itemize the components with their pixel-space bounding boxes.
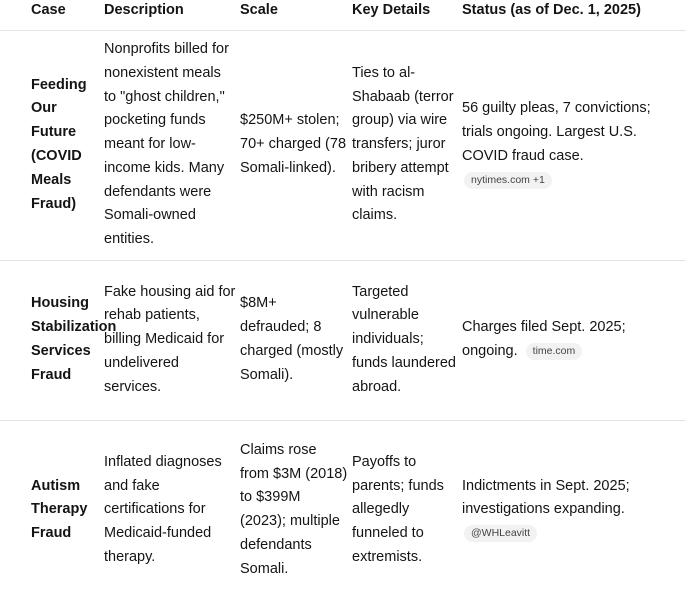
case-scale: $8M+ defrauded; 8 charged (mostly Somali). [240,295,344,383]
case-key-details: Ties to al-Shabaab (terror group) via wire transfers; juror bribery attempt with racism claims. [352,64,454,224]
case-name: Housing Stabilization Services Fraud [31,295,117,383]
table-header-row [0,0,686,30]
table-row [0,260,686,420]
case-scale: $250M+ stolen; 70+ charged (78 Somali-linked). [240,112,347,176]
header-status: Status (as of Dec. 1, 2025) [462,2,641,18]
header-case: Case [31,2,66,18]
case-status: Charges filed Sept. 2025; ongoing. [462,319,626,359]
case-key-details: Payoffs to parents; funds allegedly funneled to extremists. [352,453,444,565]
case-description: Inflated diagnoses and fake certifications for Medicaid-funded therapy. [104,453,222,565]
case-status-cell [462,30,686,260]
table-row [0,420,686,600]
case-key-details: Targeted vulnerable individuals; funds laundered abroad. [352,283,456,395]
case-status: 56 guilty pleas, 7 convictions; trials ongoing. Largest U.S. COVID fraud case. [462,100,651,164]
case-description: Fake housing aid for rehab patients, billing Medicaid for undelivered services. [104,283,236,395]
case-name: Feeding Our Future (COVID Meals Fraud) [31,76,87,212]
case-description: Nonprofits billed for nonexistent meals to "ghost children," pocketing funds meant for low-income kids. Many defendants were Somali-owned entities. [104,40,229,248]
source-chip[interactable]: @WHLeavitt [464,525,537,542]
case-name: Autism Therapy Fraud [31,477,88,542]
source-chip[interactable]: nytimes.com +1 [464,172,552,189]
case-status: Indictments in Sept. 2025; investigations expanding. [462,477,630,518]
case-status-cell [462,260,686,420]
table-row [0,30,686,260]
header-key-details: Key Details [352,2,431,18]
source-chip[interactable]: time.com [526,343,583,360]
header-scale: Scale [240,2,278,18]
header-description: Description [104,2,184,18]
case-scale: Claims rose from $3M (2018) to $399M (2023); multiple defendants Somali. [240,441,348,577]
case-status-cell [462,420,686,600]
